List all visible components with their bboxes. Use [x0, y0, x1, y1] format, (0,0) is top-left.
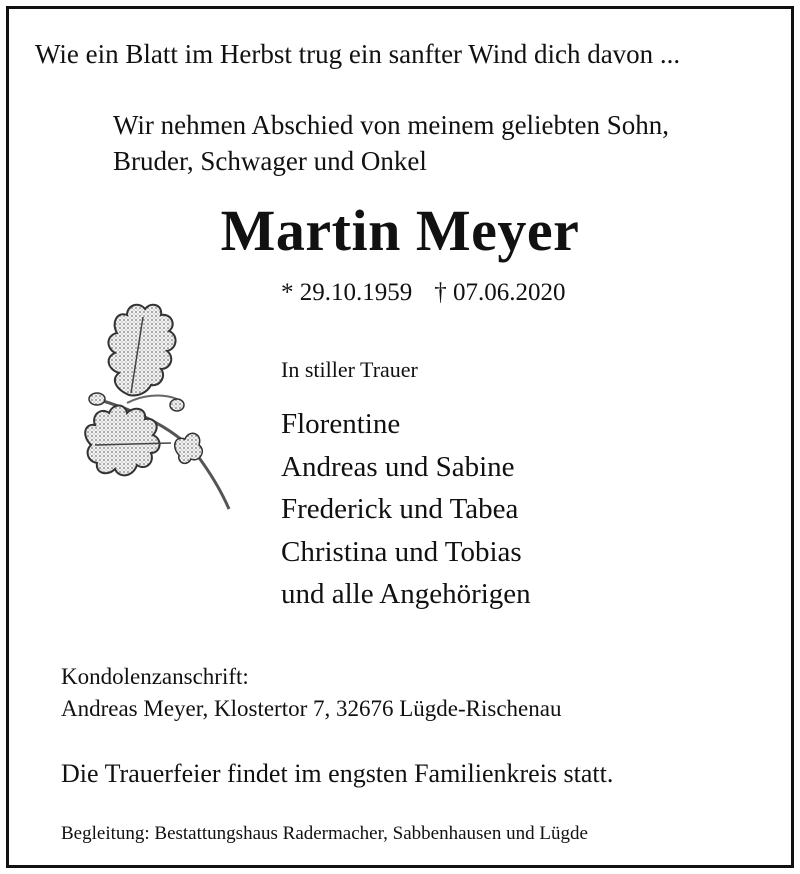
intro-line-1: Wir nehmen Abschied von meinem geliebten Sohn, [113, 110, 670, 140]
quote-line: Wie ein Blatt im Herbst trug ein sanfter Wind dich davon ... [35, 39, 681, 69]
intro-line-2: Bruder, Schwager und Onkel [113, 146, 427, 176]
oak-leaf-branch-icon [67, 295, 237, 519]
family-member: Frederick und Tabea [281, 493, 519, 525]
birth-date: * 29.10.1959 [281, 279, 413, 306]
family-list [281, 403, 531, 616]
deceased-name: Martin Meyer [220, 198, 580, 263]
ceremony-note: Die Trauerfeier findet im engsten Familienkreis statt. [61, 759, 614, 788]
funeral-home-note: Begleitung: Bestattungshaus Radermacher, Sabbenhausen und Lügde [61, 823, 588, 844]
family-member: und alle Angehörigen [281, 578, 531, 610]
condolence-address: Andreas Meyer, Klostertor 7, 32676 Lügde-Rischenau [61, 696, 562, 721]
mourning-phrase: In stiller Trauer [281, 357, 418, 382]
obituary-notice [6, 6, 794, 868]
farewell-intro [113, 107, 669, 179]
condolence-block [61, 661, 561, 725]
life-dates [281, 279, 566, 307]
family-member: Christina und Tobias [281, 535, 522, 568]
family-member: Andreas und Sabine [281, 450, 515, 483]
death-date: † 07.06.2020 [434, 279, 566, 306]
condolence-label: Kondolenzanschrift: [61, 664, 249, 689]
family-member: Florentine [281, 408, 401, 440]
